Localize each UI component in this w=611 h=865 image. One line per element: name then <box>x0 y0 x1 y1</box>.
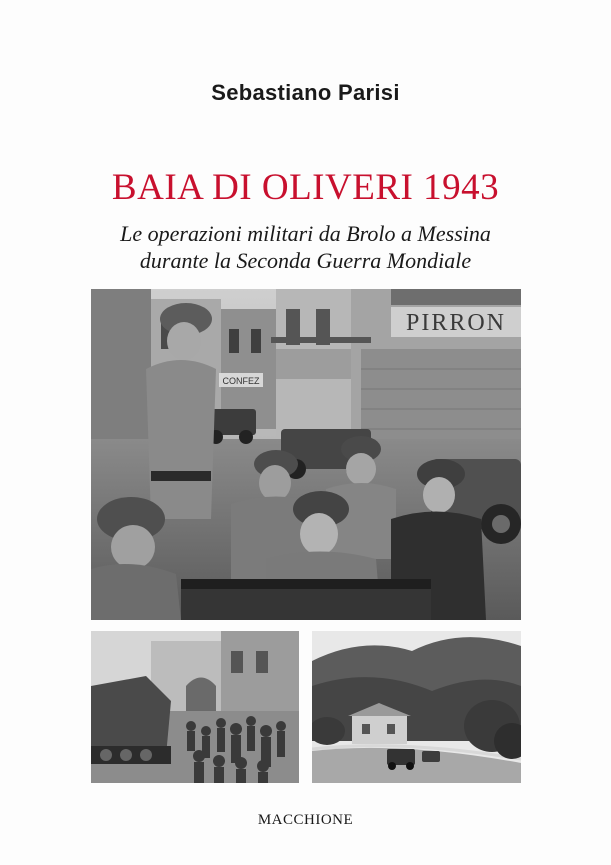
book-title: BAIA DI OLIVERI 1943 <box>111 167 500 208</box>
author-name: Sebastiano Parisi <box>211 80 400 105</box>
publisher-name: MACCHIONE <box>257 812 354 828</box>
subtitle-line-1: Le operazioni militari da Brolo a Messina <box>120 221 491 246</box>
book-subtitle <box>0 220 611 274</box>
shop-sign-text: PIRRON <box>405 310 507 336</box>
photo-tank-crowd <box>91 631 299 783</box>
cafe-sign-text: CONFEZ <box>222 376 260 386</box>
photo-mountain-road <box>312 631 521 783</box>
subtitle-line-2: durante la Seconda Guerra Mondiale <box>139 248 472 273</box>
main-photo-soldiers <box>91 289 521 620</box>
